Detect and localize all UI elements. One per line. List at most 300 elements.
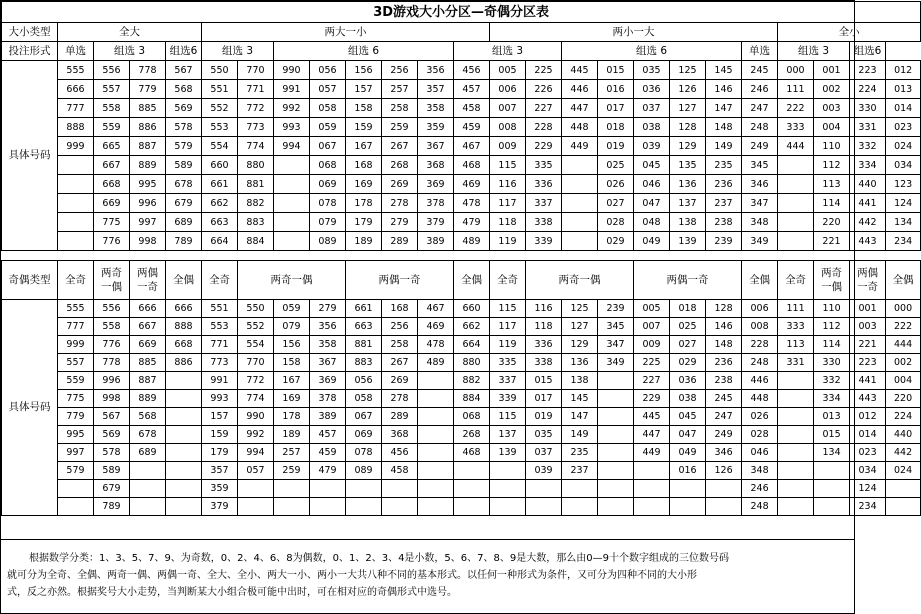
number-cell: 689 bbox=[130, 444, 166, 462]
number-cell: 000 bbox=[778, 61, 814, 80]
number-cell: 112 bbox=[814, 318, 850, 336]
number-cell: 148 bbox=[706, 118, 742, 137]
number-cell: 368 bbox=[418, 156, 454, 175]
number-cell bbox=[490, 462, 526, 480]
number-cell: 048 bbox=[634, 213, 670, 232]
bet-form-header: 组选6 bbox=[850, 42, 886, 61]
number-cell: 167 bbox=[346, 137, 382, 156]
number-cell: 058 bbox=[346, 390, 382, 408]
number-cell: 128 bbox=[670, 118, 706, 137]
number-cell: 089 bbox=[346, 462, 382, 480]
number-cell: 775 bbox=[58, 390, 94, 408]
number-cell: 025 bbox=[598, 156, 634, 175]
number-cell: 038 bbox=[634, 118, 670, 137]
number-cell: 225 bbox=[526, 61, 562, 80]
number-cell: 118 bbox=[490, 213, 526, 232]
number-cell: 992 bbox=[238, 426, 274, 444]
bet-form-header: 组选 6 bbox=[274, 42, 454, 61]
number-cell bbox=[490, 498, 526, 516]
number-cell: 997 bbox=[58, 444, 94, 462]
odd-even-header: 两偶 一奇 bbox=[850, 261, 886, 300]
number-cell: 129 bbox=[562, 336, 598, 354]
number-cell: 772 bbox=[238, 372, 274, 390]
number-cell: 882 bbox=[238, 194, 274, 213]
number-cell: 015 bbox=[598, 61, 634, 80]
number-cell: 992 bbox=[274, 99, 310, 118]
number-cell: 998 bbox=[130, 232, 166, 251]
number-cell bbox=[814, 462, 850, 480]
number-cell bbox=[886, 498, 921, 516]
number-cell bbox=[418, 426, 454, 444]
size-group-header: 两小一大 bbox=[490, 23, 778, 42]
number-cell bbox=[778, 426, 814, 444]
number-cell: 479 bbox=[454, 213, 490, 232]
number-cell: 367 bbox=[418, 137, 454, 156]
number-cell: 557 bbox=[94, 80, 130, 99]
number-cell: 338 bbox=[526, 354, 562, 372]
number-cell: 668 bbox=[94, 175, 130, 194]
number-cell: 001 bbox=[814, 61, 850, 80]
number-cell: 248 bbox=[742, 354, 778, 372]
number-cell: 002 bbox=[886, 354, 921, 372]
number-cell: 348 bbox=[742, 462, 778, 480]
number-cell: 336 bbox=[526, 175, 562, 194]
number-cell: 136 bbox=[562, 354, 598, 372]
number-cell: 358 bbox=[310, 336, 346, 354]
number-cell: 036 bbox=[670, 372, 706, 390]
number-cell: 223 bbox=[850, 354, 886, 372]
number-cell: 887 bbox=[130, 372, 166, 390]
number-cell: 167 bbox=[274, 372, 310, 390]
number-cell: 138 bbox=[670, 213, 706, 232]
number-cell: 239 bbox=[598, 300, 634, 318]
number-cell: 567 bbox=[166, 61, 202, 80]
number-cell: 689 bbox=[166, 213, 202, 232]
number-cell: 332 bbox=[850, 137, 886, 156]
bet-form-header: 单选 bbox=[742, 42, 778, 61]
number-cell: 445 bbox=[634, 408, 670, 426]
number-cell: 456 bbox=[382, 444, 418, 462]
number-cell: 348 bbox=[742, 213, 778, 232]
number-cell: 334 bbox=[814, 390, 850, 408]
number-cell: 148 bbox=[706, 336, 742, 354]
odd-even-header: 全偶 bbox=[166, 261, 202, 300]
number-cell bbox=[130, 498, 166, 516]
number-cell: 446 bbox=[562, 80, 598, 99]
number-cell: 579 bbox=[58, 462, 94, 480]
number-cell: 443 bbox=[850, 390, 886, 408]
number-cell: 001 bbox=[850, 300, 886, 318]
number-cell bbox=[598, 444, 634, 462]
number-cell bbox=[490, 480, 526, 498]
number-cell: 056 bbox=[310, 61, 346, 80]
number-cell: 479 bbox=[310, 462, 346, 480]
number-cell: 115 bbox=[490, 300, 526, 318]
number-cell: 467 bbox=[418, 300, 454, 318]
number-cell bbox=[778, 156, 814, 175]
number-cell: 246 bbox=[742, 80, 778, 99]
number-cell: 038 bbox=[670, 390, 706, 408]
number-cell: 247 bbox=[706, 408, 742, 426]
odd-even-header: 两奇 一偶 bbox=[814, 261, 850, 300]
number-cell: 289 bbox=[382, 408, 418, 426]
number-cell: 660 bbox=[202, 156, 238, 175]
number-cell: 589 bbox=[166, 156, 202, 175]
number-cell: 440 bbox=[886, 426, 921, 444]
number-cell: 012 bbox=[850, 408, 886, 426]
number-cell bbox=[778, 232, 814, 251]
number-cell: 558 bbox=[94, 99, 130, 118]
number-cell: 993 bbox=[274, 118, 310, 137]
number-cell: 349 bbox=[742, 232, 778, 251]
number-cell: 124 bbox=[850, 480, 886, 498]
number-cell: 449 bbox=[562, 137, 598, 156]
number-cell: 881 bbox=[346, 336, 382, 354]
number-cell: 017 bbox=[598, 99, 634, 118]
number-cell: 248 bbox=[742, 498, 778, 516]
number-cell: 046 bbox=[634, 175, 670, 194]
number-cell: 445 bbox=[562, 61, 598, 80]
number-cell: 379 bbox=[418, 213, 454, 232]
number-cell bbox=[274, 175, 310, 194]
number-cell: 667 bbox=[130, 318, 166, 336]
number-cell: 049 bbox=[634, 232, 670, 251]
number-cell: 773 bbox=[202, 354, 238, 372]
number-cell: 664 bbox=[454, 336, 490, 354]
number-cell bbox=[58, 232, 94, 251]
number-cell: 664 bbox=[202, 232, 238, 251]
odd-even-header: 全偶 bbox=[454, 261, 490, 300]
number-cell: 017 bbox=[526, 390, 562, 408]
number-cell: 991 bbox=[274, 80, 310, 99]
number-cell: 267 bbox=[382, 137, 418, 156]
number-cell: 034 bbox=[886, 156, 921, 175]
bet-form-header: 组选 3 bbox=[202, 42, 274, 61]
number-cell: 668 bbox=[166, 336, 202, 354]
number-cell: 990 bbox=[274, 61, 310, 80]
number-cell: 007 bbox=[490, 99, 526, 118]
number-cell: 249 bbox=[742, 137, 778, 156]
number-cell: 227 bbox=[634, 372, 670, 390]
number-cell: 012 bbox=[886, 61, 921, 80]
number-cell: 139 bbox=[670, 232, 706, 251]
number-cell: 026 bbox=[742, 408, 778, 426]
number-cell bbox=[166, 444, 202, 462]
odd-even-header: 全奇 bbox=[202, 261, 238, 300]
number-cell: 660 bbox=[454, 300, 490, 318]
number-cell bbox=[598, 372, 634, 390]
number-cell: 884 bbox=[454, 390, 490, 408]
number-cell bbox=[778, 194, 814, 213]
number-cell: 159 bbox=[202, 426, 238, 444]
number-cell: 235 bbox=[562, 444, 598, 462]
number-cell: 337 bbox=[526, 194, 562, 213]
number-cell bbox=[778, 480, 814, 498]
number-cell bbox=[310, 498, 346, 516]
number-cell: 067 bbox=[346, 408, 382, 426]
number-cell: 119 bbox=[490, 336, 526, 354]
bet-form-header: 单选 bbox=[58, 42, 94, 61]
odd-even-type-label: 奇偶类型 bbox=[2, 261, 58, 300]
number-cell bbox=[778, 444, 814, 462]
number-cell: 665 bbox=[94, 137, 130, 156]
number-cell: 138 bbox=[562, 372, 598, 390]
number-cell: 568 bbox=[166, 80, 202, 99]
number-cell: 258 bbox=[382, 336, 418, 354]
number-cell: 047 bbox=[670, 426, 706, 444]
number-cell bbox=[382, 480, 418, 498]
number-cell: 235 bbox=[706, 156, 742, 175]
number-cell: 079 bbox=[310, 213, 346, 232]
number-cell: 236 bbox=[706, 175, 742, 194]
number-cell: 000 bbox=[886, 300, 921, 318]
number-cell: 889 bbox=[130, 156, 166, 175]
number-cell: 078 bbox=[346, 444, 382, 462]
size-zone-table bbox=[1, 1, 921, 251]
number-cell: 003 bbox=[814, 99, 850, 118]
number-cell: 116 bbox=[490, 175, 526, 194]
size-group-header: 全大 bbox=[58, 23, 202, 42]
number-cell: 009 bbox=[490, 137, 526, 156]
number-cell: 333 bbox=[778, 118, 814, 137]
number-cell: 569 bbox=[94, 426, 130, 444]
number-cell bbox=[598, 426, 634, 444]
number-cell: 999 bbox=[58, 336, 94, 354]
number-cell: 998 bbox=[94, 390, 130, 408]
number-cell: 004 bbox=[886, 372, 921, 390]
number-cell bbox=[454, 462, 490, 480]
number-cell: 772 bbox=[238, 99, 274, 118]
number-cell: 239 bbox=[706, 232, 742, 251]
number-cell: 444 bbox=[778, 137, 814, 156]
number-cell: 013 bbox=[814, 408, 850, 426]
number-cell: 224 bbox=[886, 408, 921, 426]
number-cell: 678 bbox=[130, 426, 166, 444]
number-cell: 669 bbox=[130, 336, 166, 354]
number-cell: 006 bbox=[490, 80, 526, 99]
number-cell: 027 bbox=[670, 336, 706, 354]
number-cell: 016 bbox=[598, 80, 634, 99]
number-cell bbox=[166, 462, 202, 480]
number-cell bbox=[274, 480, 310, 498]
number-cell: 256 bbox=[382, 318, 418, 336]
number-cell: 578 bbox=[166, 118, 202, 137]
number-cell: 551 bbox=[202, 80, 238, 99]
number-cell bbox=[274, 194, 310, 213]
number-cell: 579 bbox=[166, 137, 202, 156]
number-cell: 119 bbox=[490, 232, 526, 251]
number-cell: 268 bbox=[454, 426, 490, 444]
number-cell: 886 bbox=[166, 354, 202, 372]
number-cell: 356 bbox=[310, 318, 346, 336]
number-cell bbox=[310, 480, 346, 498]
number-cell bbox=[130, 462, 166, 480]
number-cell: 356 bbox=[418, 61, 454, 80]
number-cell: 002 bbox=[814, 80, 850, 99]
number-cell: 555 bbox=[58, 61, 94, 80]
number-cell: 149 bbox=[562, 426, 598, 444]
number-cell: 478 bbox=[418, 336, 454, 354]
number-cell bbox=[346, 498, 382, 516]
number-cell: 018 bbox=[670, 300, 706, 318]
number-cell: 289 bbox=[382, 232, 418, 251]
note-line: 就可分为全奇、全偶、两奇一偶、两偶一奇、全大、全小、两大一小、两小一大共八种不同的基本形式。以任何一种形式为条件，又可分为四种不同的大小形 bbox=[7, 570, 697, 581]
number-cell: 126 bbox=[706, 462, 742, 480]
number-cell bbox=[58, 480, 94, 498]
number-cell: 568 bbox=[130, 408, 166, 426]
number-cell bbox=[166, 480, 202, 498]
number-cell: 220 bbox=[814, 213, 850, 232]
number-cell: 469 bbox=[454, 175, 490, 194]
number-cell bbox=[418, 462, 454, 480]
explanation-note bbox=[1, 539, 854, 613]
number-cell: 789 bbox=[166, 232, 202, 251]
number-cell: 156 bbox=[274, 336, 310, 354]
number-cell: 156 bbox=[346, 61, 382, 80]
number-cell: 458 bbox=[382, 462, 418, 480]
number-cell: 991 bbox=[202, 372, 238, 390]
number-cell: 221 bbox=[850, 336, 886, 354]
number-cell: 014 bbox=[886, 99, 921, 118]
number-cell: 129 bbox=[670, 137, 706, 156]
number-cell: 258 bbox=[382, 99, 418, 118]
number-cell: 111 bbox=[778, 300, 814, 318]
number-cell: 338 bbox=[526, 213, 562, 232]
number-cell: 057 bbox=[310, 80, 346, 99]
number-cell: 881 bbox=[238, 175, 274, 194]
number-cell: 238 bbox=[706, 372, 742, 390]
number-cell bbox=[562, 232, 598, 251]
number-cell: 667 bbox=[94, 156, 130, 175]
number-cell: 114 bbox=[814, 194, 850, 213]
number-cell: 237 bbox=[562, 462, 598, 480]
number-cell: 035 bbox=[526, 426, 562, 444]
number-cell: 469 bbox=[418, 318, 454, 336]
number-cell: 367 bbox=[310, 354, 346, 372]
number-cell bbox=[778, 213, 814, 232]
number-cell: 225 bbox=[634, 354, 670, 372]
number-cell: 013 bbox=[886, 80, 921, 99]
number-cell: 234 bbox=[850, 498, 886, 516]
numbers-label: 具体号码 bbox=[2, 61, 58, 251]
number-cell: 457 bbox=[454, 80, 490, 99]
number-cell: 145 bbox=[562, 390, 598, 408]
number-cell: 448 bbox=[562, 118, 598, 137]
number-cell: 047 bbox=[634, 194, 670, 213]
number-cell: 663 bbox=[202, 213, 238, 232]
number-cell bbox=[562, 194, 598, 213]
number-cell: 045 bbox=[634, 156, 670, 175]
number-cell: 777 bbox=[58, 99, 94, 118]
number-cell: 550 bbox=[202, 61, 238, 80]
number-cell: 996 bbox=[94, 372, 130, 390]
number-cell bbox=[58, 156, 94, 175]
odd-even-header: 全偶 bbox=[742, 261, 778, 300]
number-cell: 009 bbox=[634, 336, 670, 354]
number-cell: 157 bbox=[202, 408, 238, 426]
odd-even-header: 两偶 一奇 bbox=[130, 261, 166, 300]
number-cell: 995 bbox=[130, 175, 166, 194]
number-cell: 189 bbox=[274, 426, 310, 444]
number-cell: 115 bbox=[490, 408, 526, 426]
odd-even-header: 全奇 bbox=[490, 261, 526, 300]
number-cell: 226 bbox=[526, 80, 562, 99]
number-cell: 378 bbox=[418, 194, 454, 213]
number-cell bbox=[814, 498, 850, 516]
number-cell: 008 bbox=[490, 118, 526, 137]
bet-form-header: 组选 6 bbox=[562, 42, 742, 61]
number-cell: 578 bbox=[94, 444, 130, 462]
number-cell: 221 bbox=[814, 232, 850, 251]
number-cell: 039 bbox=[526, 462, 562, 480]
number-cell bbox=[418, 390, 454, 408]
number-cell: 269 bbox=[382, 372, 418, 390]
number-cell: 229 bbox=[634, 390, 670, 408]
number-cell: 025 bbox=[670, 318, 706, 336]
number-cell: 447 bbox=[634, 426, 670, 444]
number-cell: 770 bbox=[238, 61, 274, 80]
note-line: 根据数学分类：1、3、5、7、9、为奇数，0、2、4、6、8为偶数，0、1、2、3、4是小数，5、6、7、8、9是大数，那么由0—9十个数字组成的三位数号码 bbox=[29, 553, 729, 564]
number-cell: 330 bbox=[814, 354, 850, 372]
number-cell: 259 bbox=[274, 462, 310, 480]
number-cell: 663 bbox=[346, 318, 382, 336]
number-cell: 057 bbox=[238, 462, 274, 480]
number-cell: 228 bbox=[742, 336, 778, 354]
number-cell: 447 bbox=[562, 99, 598, 118]
number-cell bbox=[598, 480, 634, 498]
number-cell: 146 bbox=[706, 318, 742, 336]
number-cell: 056 bbox=[346, 372, 382, 390]
number-cell: 179 bbox=[202, 444, 238, 462]
number-cell: 662 bbox=[202, 194, 238, 213]
number-cell: 014 bbox=[850, 426, 886, 444]
number-cell bbox=[454, 480, 490, 498]
number-cell: 993 bbox=[202, 390, 238, 408]
number-cell: 662 bbox=[454, 318, 490, 336]
number-cell: 112 bbox=[814, 156, 850, 175]
number-cell: 059 bbox=[274, 300, 310, 318]
bet-form-header: 组选 3 bbox=[778, 42, 850, 61]
number-cell bbox=[706, 498, 742, 516]
number-cell bbox=[778, 175, 814, 194]
number-cell: 268 bbox=[382, 156, 418, 175]
number-cell: 045 bbox=[670, 408, 706, 426]
number-cell: 883 bbox=[346, 354, 382, 372]
number-cell: 157 bbox=[346, 80, 382, 99]
number-cell: 236 bbox=[706, 354, 742, 372]
number-cell: 888 bbox=[58, 118, 94, 137]
number-cell: 015 bbox=[526, 372, 562, 390]
number-cell: 024 bbox=[886, 462, 921, 480]
number-cell: 124 bbox=[886, 194, 921, 213]
number-cell: 553 bbox=[202, 318, 238, 336]
number-cell bbox=[598, 498, 634, 516]
number-cell bbox=[562, 175, 598, 194]
number-cell bbox=[778, 462, 814, 480]
number-cell: 115 bbox=[490, 156, 526, 175]
number-cell: 110 bbox=[814, 300, 850, 318]
number-cell: 224 bbox=[850, 80, 886, 99]
number-cell: 443 bbox=[850, 232, 886, 251]
number-cell bbox=[598, 408, 634, 426]
number-cell bbox=[634, 462, 670, 480]
number-cell: 034 bbox=[850, 462, 886, 480]
number-cell: 136 bbox=[670, 175, 706, 194]
number-cell: 774 bbox=[238, 390, 274, 408]
number-cell: 234 bbox=[886, 232, 921, 251]
number-cell: 005 bbox=[634, 300, 670, 318]
number-cell: 771 bbox=[238, 80, 274, 99]
